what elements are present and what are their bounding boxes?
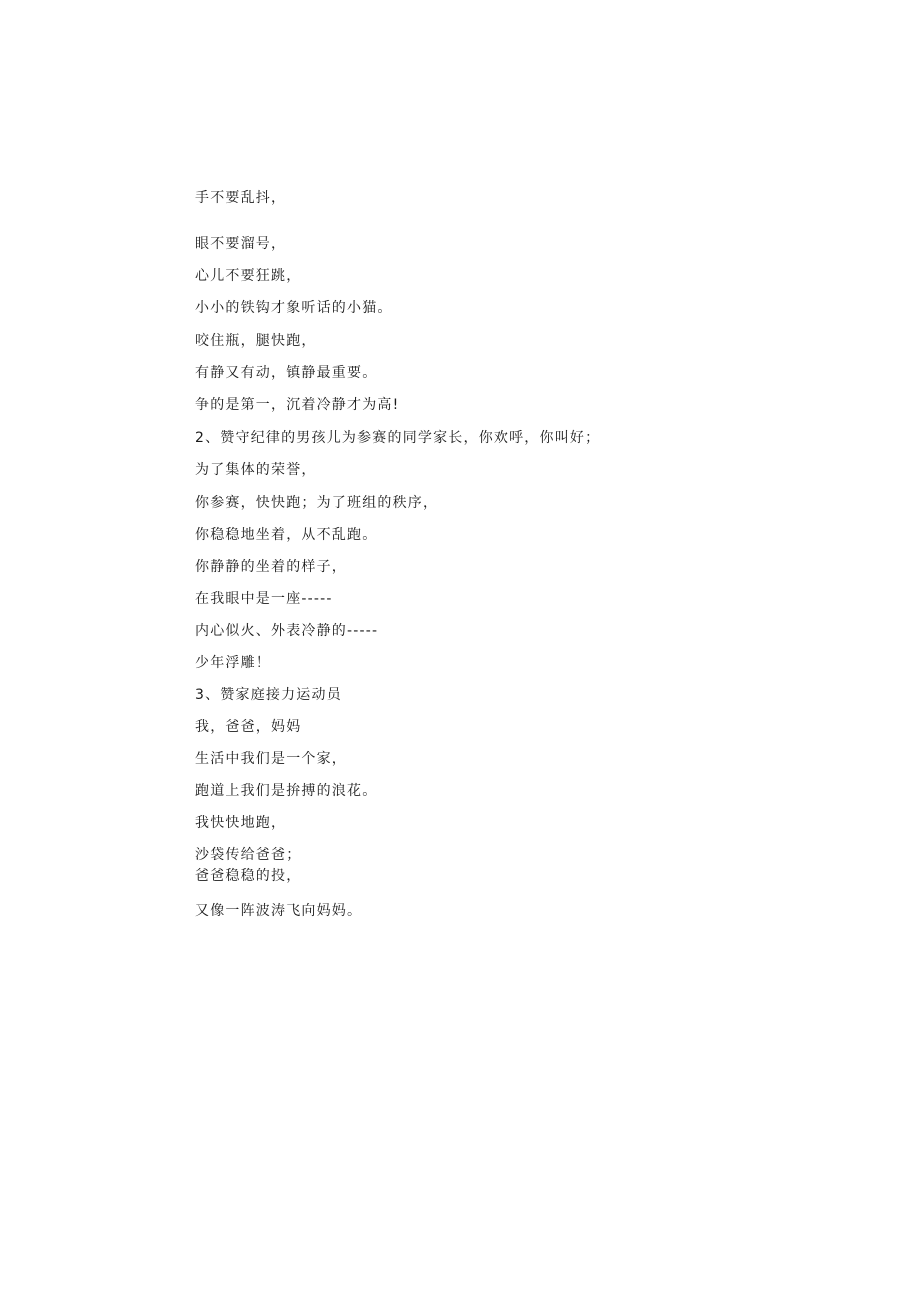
- poem-line: 咬住瓶，腿快跑，: [195, 333, 317, 349]
- poem-line: 我快快地跑，: [195, 815, 287, 831]
- poem-line: 在我眼中是一座-----: [195, 591, 333, 607]
- poem-line: 手不要乱抖，: [195, 190, 287, 206]
- poem-line: 又像一阵波涛飞向妈妈。: [195, 903, 363, 919]
- poem-line: 小小的铁钩才象听话的小猫。: [195, 300, 393, 316]
- poem-line: 爸爸稳稳的投，: [195, 868, 302, 884]
- section-heading-2: 2、赞守纪律的男孩儿为参赛的同学家长，你欢呼，你叫好；: [195, 430, 601, 446]
- poem-line: 有静又有动，镇静最重要。: [195, 365, 378, 381]
- poem-line: 你参赛，快快跑；为了班组的秩序，: [195, 495, 439, 511]
- poem-line: 生活中我们是一个家，: [195, 751, 347, 767]
- poem-line: 你稳稳地坐着，从不乱跑。: [195, 527, 378, 543]
- poem-line: 为了集体的荣誉，: [195, 462, 317, 478]
- poem-line: 眼不要溜号，: [195, 236, 287, 252]
- poem-line: 争的是第一，沉着冷静才为高!: [195, 397, 400, 413]
- poem-line: 少年浮雕！: [195, 655, 271, 671]
- poem-line: 你静静的坐着的样子，: [195, 559, 347, 575]
- poem-line: 我，爸爸，妈妈: [195, 719, 302, 735]
- poem-line: 跑道上我们是拚搏的浪花。: [195, 783, 378, 799]
- poem-line: 内心似火、外表冷静的-----: [195, 623, 379, 639]
- poem-line: 沙袋传给爸爸；: [195, 847, 302, 863]
- poem-line: 心儿不要狂跳，: [195, 268, 302, 284]
- section-heading-3: 3、赞家庭接力运动员: [195, 687, 342, 703]
